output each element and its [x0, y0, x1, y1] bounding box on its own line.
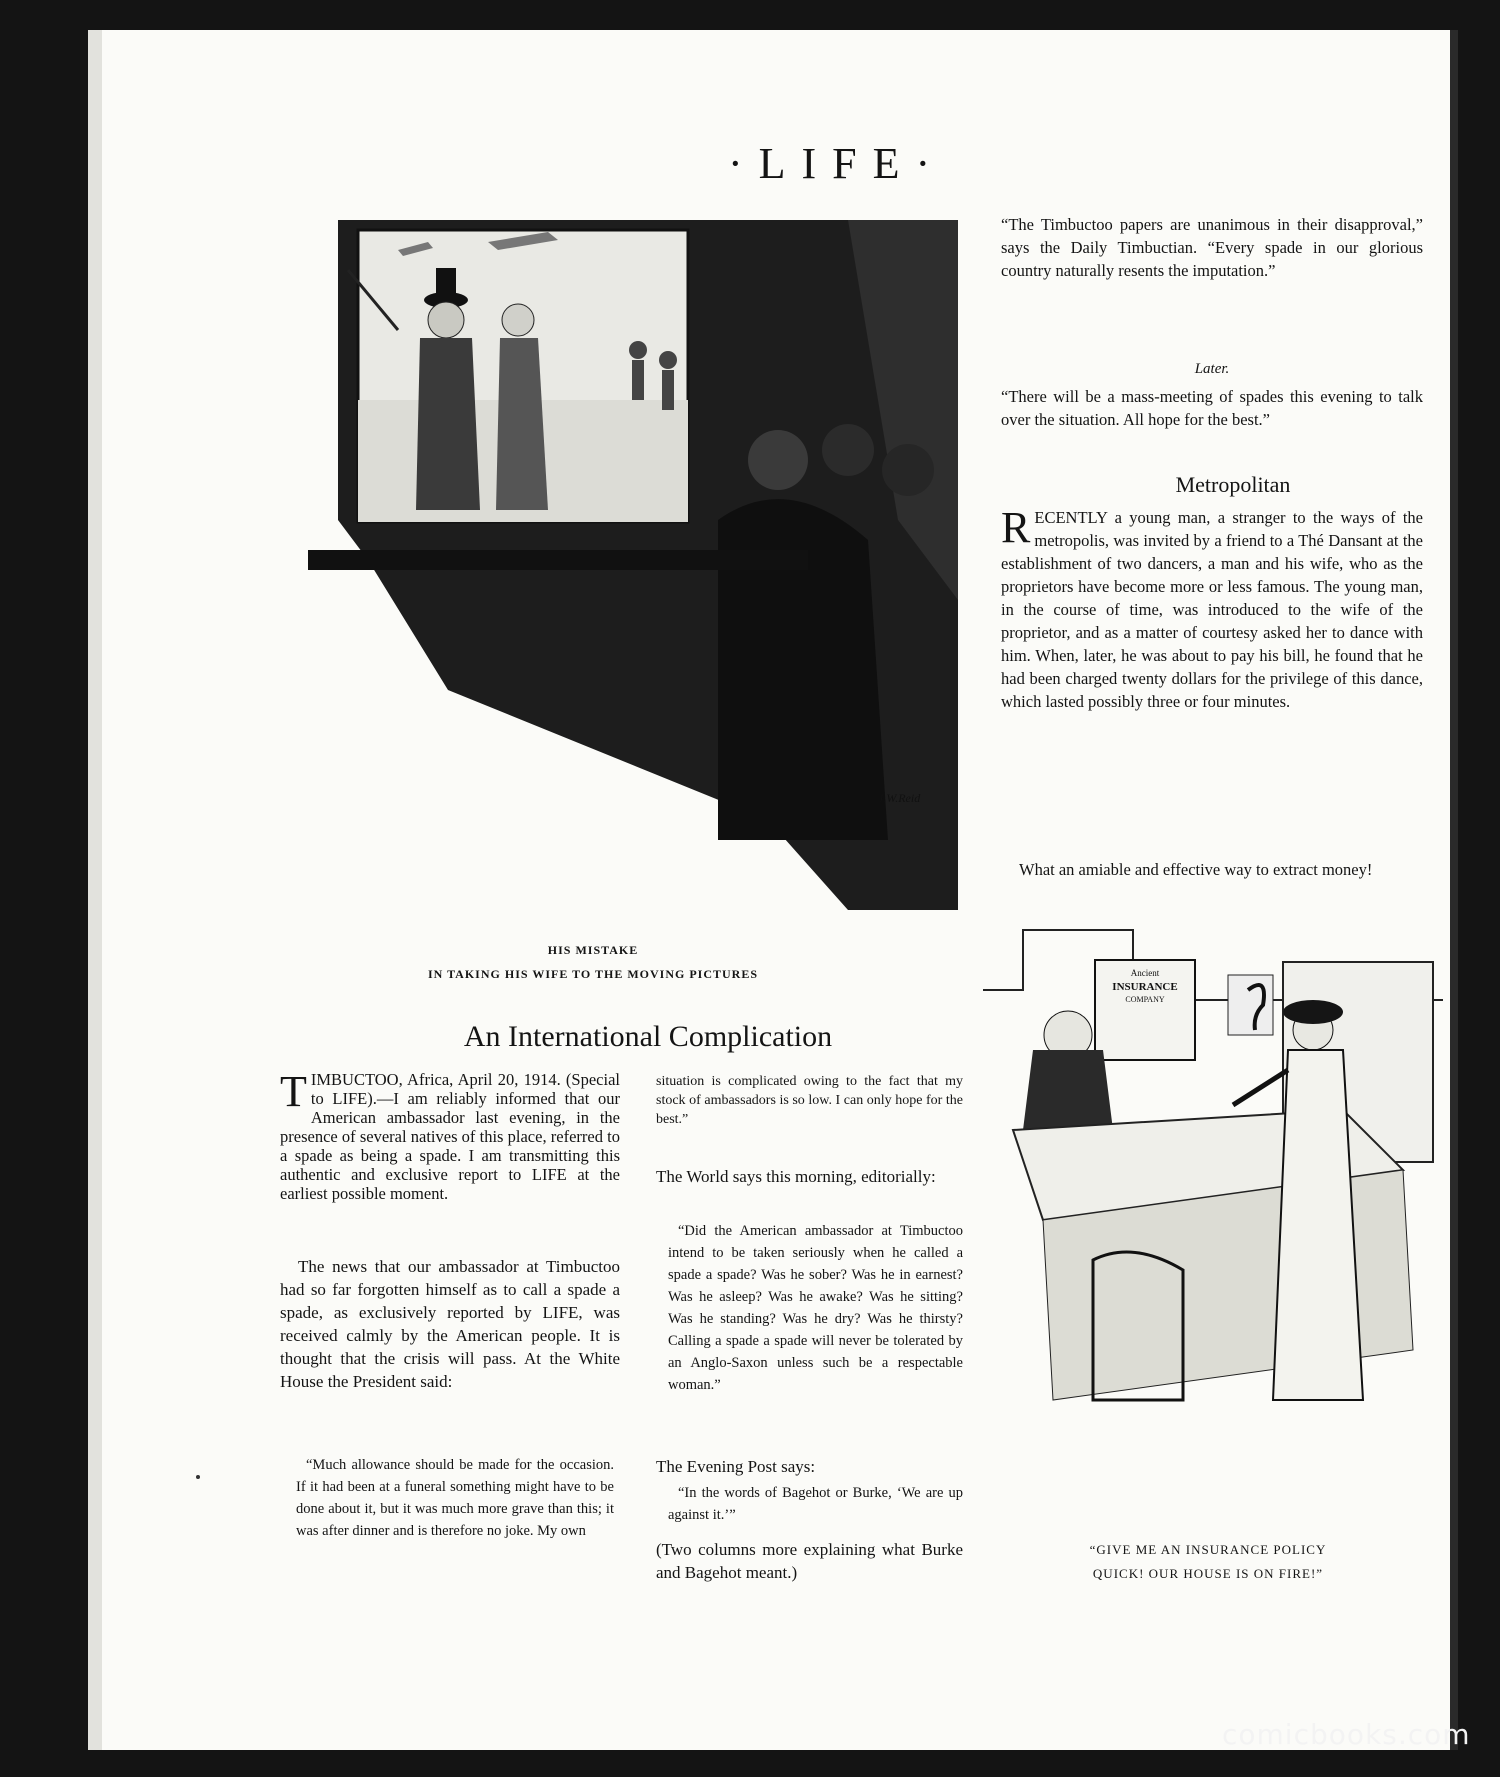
article-heading: An International Complication [463, 1020, 833, 1053]
illustration1-caption [418, 938, 768, 986]
illustration2-caption [988, 1538, 1428, 1586]
world-intro: The World says this morning, editorially: [656, 1167, 936, 1186]
moving-pictures-illustration [248, 220, 958, 910]
page-gutter [88, 30, 102, 1750]
caption1-line1: HIS MISTAKE [547, 943, 639, 957]
artist-signature: J.W.Reid [878, 791, 921, 805]
poster-line2: INSURANCE [1112, 981, 1178, 993]
page-edge [1450, 30, 1458, 1750]
insurance-office-illustration [983, 920, 1443, 1530]
article-dropcap: T [280, 1067, 307, 1116]
caption2-line2: QUICK! OUR HOUSE IS ON FIRE!” [1092, 1566, 1324, 1581]
evening-post-intro: The Evening Post says: [656, 1457, 816, 1476]
metropolitan-closing: What an amiable and effective way to extract money! [1019, 860, 1373, 879]
magazine-page [88, 30, 1458, 1750]
news-paragraph: The news that our ambassador at Timbuctoo had so far forgotten himself as to call a spade a spade, as exclusively reported by LIFE, was received calmly by the American people. It is thought that the crisis will pass. At the White House the President said: [280, 1257, 620, 1391]
later-label: Later. [1194, 361, 1230, 377]
caption2-line1: “GIVE ME AN INSURANCE POLICY [1089, 1542, 1327, 1557]
dateline-text: IMBUCTOO, Africa, April 20, 1914. (Special to LIFE).—I am reliably informed that our American ambassador last evening, in the presence of several natives of this place, referred to a spade as being a spade. I am transmitting this authentic and exclusive report to LIFE at the earliest possible moment. [280, 1070, 620, 1203]
president-quote-continued: situation is complicated owing to the fact that my stock of ambassadors is so low. I can only hope for the best.” [656, 1074, 963, 1127]
president-quote: “Much allowance should be made for the occasion. If it had been at a funeral something might have to be done about it, but it was much more grave than this; it was after dinner and is therefore no joke. My own [296, 1457, 614, 1539]
mass-meeting-paragraph: “There will be a mass-meeting of spades this evening to talk over the situation. All hope for the best.” [1001, 387, 1423, 429]
masthead: ·LIFE· [728, 139, 947, 188]
poster-line3: COMPANY [1125, 995, 1165, 1004]
metropolitan-dropcap: R [1001, 503, 1031, 552]
closing-note: (Two columns more explaining what Burke and Bagehot meant.) [656, 1540, 963, 1582]
article-dateline-paragraph [280, 1067, 620, 1236]
poster-line1: Ancient [1130, 968, 1160, 978]
timbuctoo-papers-paragraph: “The Timbuctoo papers are unanimous in their disapproval,” says the Daily Timbuctian. “Every spade in our glorious country naturally resents the imputation.” [1001, 215, 1423, 280]
evening-post-quote: “In the words of Bagehot or Burke, ‘We are up against it.’” [668, 1485, 963, 1523]
watermark: comicbooks.com [1222, 1718, 1471, 1751]
metropolitan-paragraph: ECENTLY a young man, a stranger to the ways of the metropolis, was invited by a friend to a Thé Dansant at the establishment of two dancers, a man and his wife, who as the proprietors have become more or less famous. The young man, in the course of time, was introduced to the wife of the proprietor, and as a matter of courtesy asked her to dance with him. When, later, he was about to pay his bill, he found that he had been charged twenty dollars for the privilege of this dance, which lasted possibly three or four minutes. [1001, 508, 1423, 711]
world-quote: “Did the American ambassador at Timbuctoo intend to be taken seriously when he called a spade a spade? Was he sober? Was he in earnest? Was he asleep? Was he awake? Was he sitting? Was he standing? Was he dry? Was he thirsty? Calling a spade a spade will never be tolerated by an Anglo-Saxon unless such be a respectable woman.” [668, 1223, 963, 1393]
metropolitan-story [1001, 503, 1423, 856]
caption1-line2: IN TAKING HIS WIFE TO THE MOVING PICTURES [427, 967, 759, 981]
metropolitan-heading: Metropolitan [1175, 472, 1291, 497]
print-speck [196, 1475, 200, 1479]
